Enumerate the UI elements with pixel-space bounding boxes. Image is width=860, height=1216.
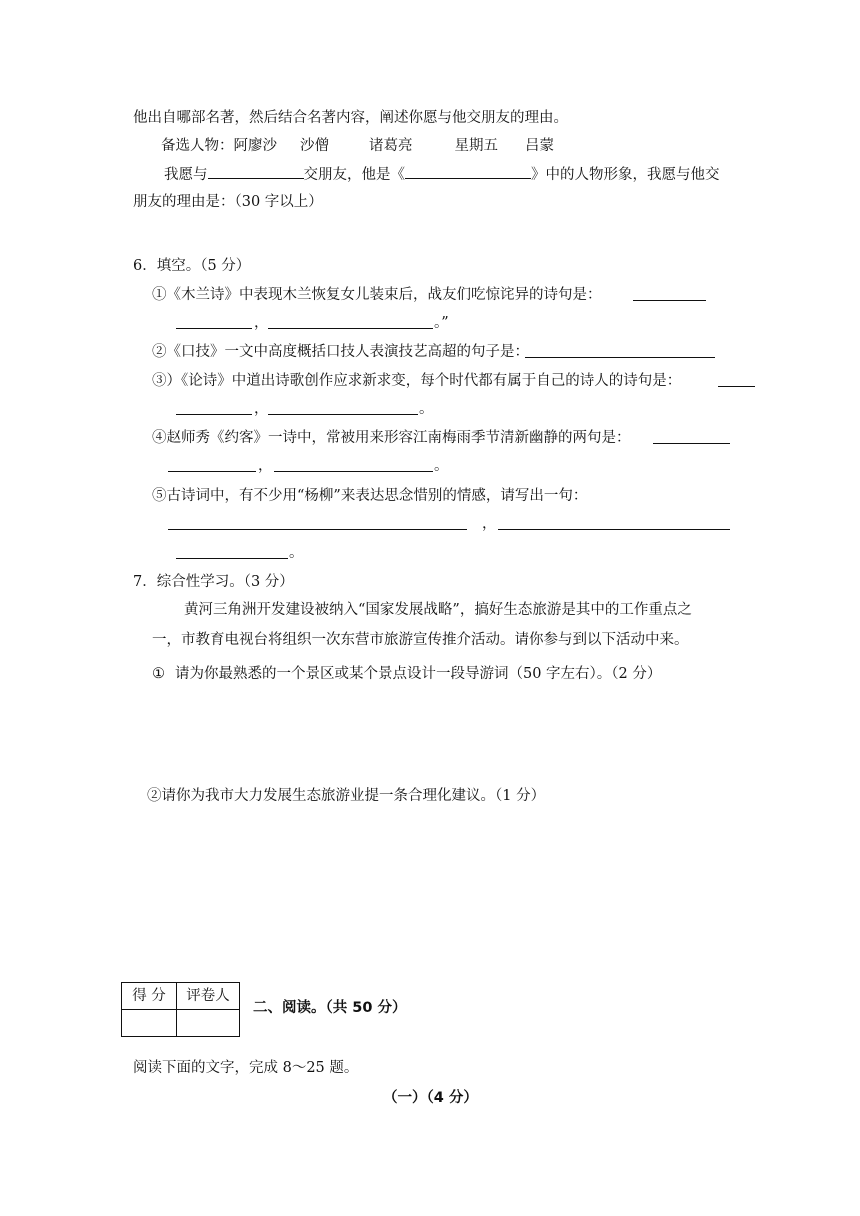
score-cell[interactable]: [122, 1010, 177, 1037]
candidates-label: 备选人物：: [161, 138, 234, 154]
q6-blank-5b[interactable]: [498, 529, 730, 530]
comma: ，: [482, 516, 497, 532]
q6-item-1: ①《木兰诗》中表现木兰恢复女儿装束后，战友们吃惊诧异的诗句是：: [152, 287, 602, 303]
q7-paragraph-line-2: 一，市教育电视台将组织一次东营市旅游宣传推介活动。请你参与到以下活动中来。: [152, 632, 689, 648]
q6-blank-2[interactable]: [525, 357, 715, 358]
q6-title: 6．填空。（5 分）: [133, 258, 251, 274]
q7-paragraph-line-1: 黄河三角洲开发建设被纳入“国家发展战略”，搞好生态旅游是其中的工作重点之: [184, 602, 692, 618]
candidate-5: 吕蒙: [525, 138, 554, 154]
q6-item-4: ④赵师秀《约客》一诗中，常被用来形容江南梅雨季节清新幽静的两句是：: [152, 430, 631, 446]
q6-item-5: ⑤古诗词中，有不少用“杨柳”来表达思念惜别的情感，请写出一句：: [152, 488, 588, 504]
q6-blank-1c[interactable]: [268, 328, 433, 329]
part-1-heading: （一）（4 分）: [383, 1090, 478, 1106]
q6-item-3: ③）《论诗》中道出诗歌创作应求新求变，每个时代都有属于自己的诗人的诗句是：: [152, 373, 682, 389]
q7-sub-1: [152, 664, 661, 684]
q6-blank-3a[interactable]: [718, 386, 755, 387]
score-header: 得 分: [122, 983, 177, 1010]
section-2-title: 二、阅读。（共 50 分）: [253, 1000, 407, 1016]
q7-sub-1-number: ①: [152, 666, 165, 682]
q7-title: 7．综合性学习。（3 分）: [133, 574, 294, 590]
grader-header: 评卷人: [177, 983, 240, 1010]
q7-sub-1-text: 请为你最熟悉的一个景区或某个景点设计一段导游词（50 字左右）。（2 分）: [175, 666, 662, 682]
period: 。: [434, 458, 449, 474]
period: 。: [419, 401, 434, 417]
candidate-4: 星期五: [454, 138, 498, 154]
friend-name-blank[interactable]: [208, 164, 304, 179]
q6-blank-1b[interactable]: [176, 328, 252, 329]
answer-lead: 我愿与: [164, 167, 208, 183]
grader-cell[interactable]: [177, 1010, 240, 1037]
q5-answer-row: [164, 164, 720, 185]
score-table: [121, 982, 240, 1037]
q7-sub-2: ②请你为我市大力发展生态旅游业提一条合理化建议。（1 分）: [147, 788, 546, 804]
candidate-3: 诸葛亮: [369, 138, 413, 154]
comma: ，: [254, 315, 269, 331]
q6-blank-1a[interactable]: [633, 300, 706, 301]
q6-blank-4c[interactable]: [274, 471, 433, 472]
q6-blank-4b[interactable]: [168, 471, 256, 472]
q6-blank-5a[interactable]: [168, 529, 467, 530]
q5-candidates-row: [161, 136, 554, 156]
section-2-instruction: 阅读下面的文字，完成 8～25 题。: [133, 1060, 359, 1076]
q6-blank-3c[interactable]: [268, 414, 418, 415]
q6-blank-3b[interactable]: [176, 414, 252, 415]
q6-item-2: ②《口技》一文中高度概括口技人表演技艺高超的句子是：: [152, 344, 529, 360]
answer-tail: 》中的人物形象，我愿与他交: [531, 167, 720, 183]
q5-prompt-line: 他出自哪部名著，然后结合名著内容，阐述你愿与他交朋友的理由。: [133, 110, 568, 126]
q6-item-1-end: 。”: [434, 315, 449, 331]
comma: ，: [254, 401, 269, 417]
q6-blank-5c[interactable]: [176, 558, 288, 559]
period: 。: [289, 545, 304, 561]
answer-mid: 交朋友，他是《: [303, 167, 405, 183]
candidate-2: 沙僧: [300, 138, 329, 154]
q6-blank-4a[interactable]: [653, 443, 730, 444]
comma: ，: [258, 458, 273, 474]
q5-answer-row-2: 朋友的理由是：（30 字以上）: [133, 194, 323, 210]
candidate-1: 阿廖沙: [233, 138, 277, 154]
book-title-blank[interactable]: [405, 164, 531, 179]
